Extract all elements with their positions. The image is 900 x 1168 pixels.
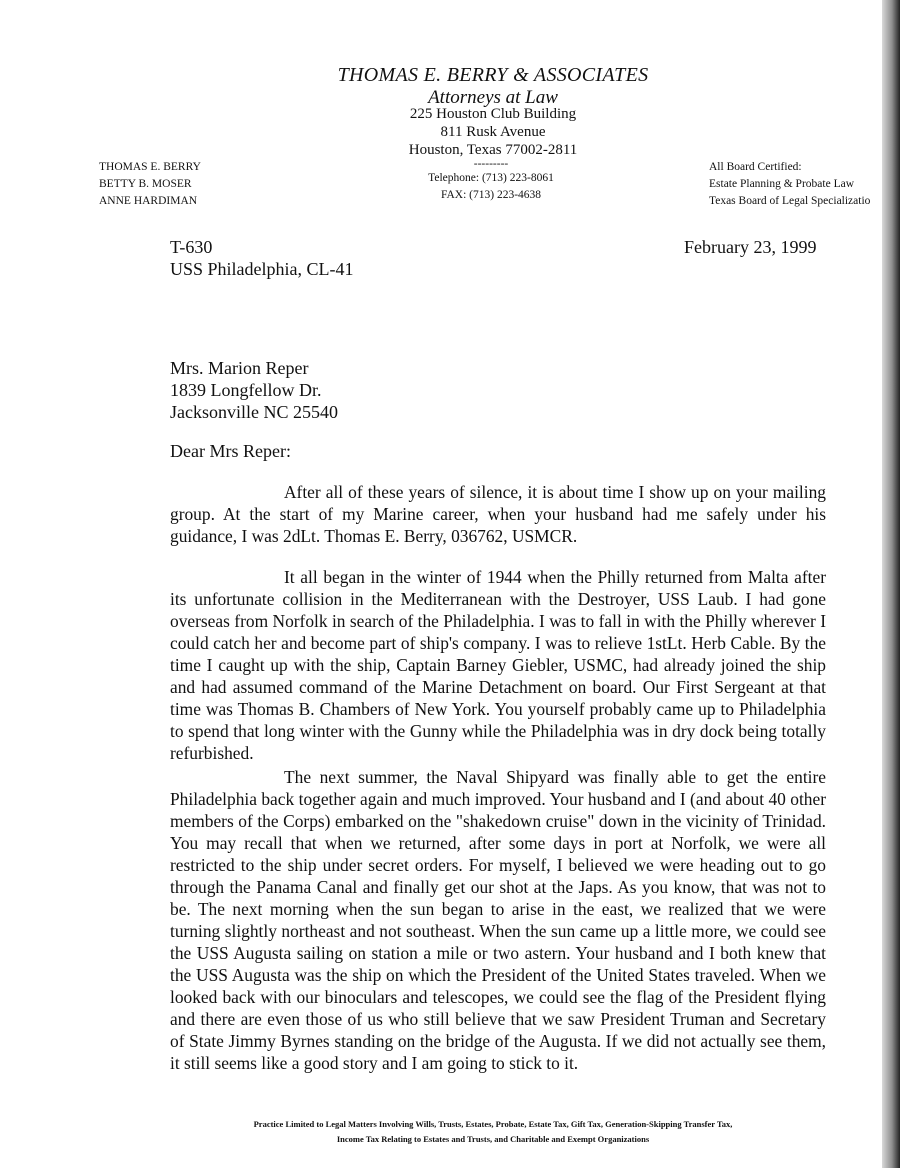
letter-date: February 23, 1999 bbox=[684, 237, 817, 257]
partner-name: BETTY B. MOSER bbox=[99, 178, 192, 190]
reference-line: T-630 bbox=[170, 237, 213, 257]
letter-paragraph: It all began in the winter of 1944 when the Philly returned from Malta after its unfortunate collision in the Mediterranean with the Destroyer, USS Laub. I had gone overseas from Norfolk in search of the Philadelphia. I was to fall in with the Philly wherever I could catch her and become part of ship's company. I was to relieve 1stLt. Herb Cable. By the time I caught up with the ship, Captain Barney Giebler, USMC, had already joined the ship and had assumed command of the Marine Detachment on board. Our First Sergeant at that time was Thomas B. Chambers of New York. You yourself probably came up to Philadelphia to spend that long winter with the Gunny while the Philadelphia was in dry dock being totally refurbished. bbox=[170, 567, 826, 763]
address-line-3: Houston, Texas 77002-2811 bbox=[408, 142, 578, 158]
firm-subtitle: Attorneys at Law bbox=[428, 87, 558, 108]
letterhead-divider: --------- bbox=[473, 158, 509, 170]
fax: FAX: (713) 223-4638 bbox=[440, 189, 542, 201]
address-line-2: 811 Rusk Avenue bbox=[440, 124, 546, 140]
reference-block bbox=[170, 236, 354, 280]
certification-line: Estate Planning & Probate Law bbox=[709, 178, 854, 190]
recipient-line: 1839 Longfellow Dr. bbox=[170, 380, 322, 400]
address-line-1: 225 Houston Club Building bbox=[409, 106, 577, 122]
certification-line: Texas Board of Legal Specializatio bbox=[709, 195, 871, 207]
recipient-address bbox=[170, 357, 338, 423]
contact-info bbox=[391, 170, 591, 204]
salutation: Dear Mrs Reper: bbox=[170, 441, 291, 461]
footer-line: Income Tax Relating to Estates and Trusts, and Charitable and Exempt Organizations bbox=[336, 1134, 650, 1144]
footer-line: Practice Limited to Legal Matters Involving Wills, Trusts, Estates, Probate, Estate Tax, Gift Tax, Generation-Skipping Transfer Tax, bbox=[253, 1119, 733, 1129]
letter-paragraph: The next summer, the Naval Shipyard was finally able to get the entire Philadelphia back together again and much improved. Your husband and I (and about 40 other members of the Corps) embarked on the "shakedown cruise" down in the vicinity of Trinidad. You may recall that when we returned, after some days in port at Norfolk, we were all restricted to the ship under secret orders. For myself, I believed we were heading out to go through the Panama Canal and finally get our shot at the Japs. As you know, that was not to be. The next morning when the sun began to arise in the east, we realized that we were turning slightly northeast and not southeast. When the sun came up a little more, we could see the USS Augusta sailing on station a mile or two astern. Your husband and I both knew that the USS Augusta was the ship on which the President of the United States traveled. When we looked back with our binoculars and telescopes, we could see the flag of the President flying and there are even those of us who still believe that we saw President Truman and Secretary of State Jimmy Byrnes standing on the bridge of the Augusta. If we did not actually see them, it still seems like a good story and I am going to stick to it. bbox=[170, 767, 826, 1073]
certification-block bbox=[709, 159, 900, 210]
partner-name: ANNE HARDIMAN bbox=[99, 195, 198, 207]
recipient-line: Jacksonville NC 25540 bbox=[170, 402, 338, 422]
partners-list bbox=[99, 159, 299, 210]
partner-name: THOMAS E. BERRY bbox=[99, 161, 201, 173]
certification-line: All Board Certified: bbox=[709, 161, 802, 173]
reference-line: USS Philadelphia, CL-41 bbox=[170, 259, 354, 279]
firm-name: THOMAS E. BERRY & ASSOCIATES bbox=[337, 64, 649, 86]
telephone: Telephone: (713) 223-8061 bbox=[428, 172, 554, 184]
recipient-line: Mrs. Marion Reper bbox=[170, 358, 309, 378]
letter-paragraph: After all of these years of silence, it is about time I show up on your mailing group. At the start of my Marine career, when your husband had me safely under his guidance, I was 2dLt. Thomas E. Berry, 036762, USMCR. bbox=[170, 482, 826, 546]
